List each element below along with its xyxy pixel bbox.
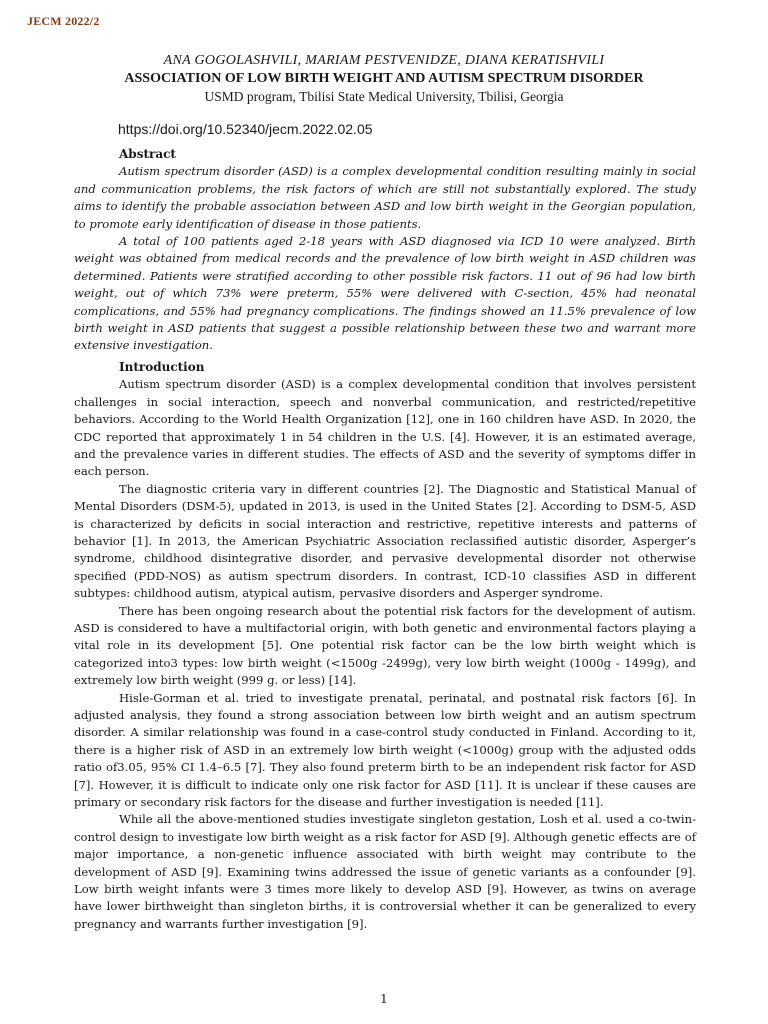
abstract-paragraph: A total of 100 patients aged 2-18 years with ASD diagnosed via ICD 10 were analyzed. Birth weight was obtained from medical records and the prevalence of low birth weight in ASD children was determined. Patients were stratified according to other possible risk factors. 11 out of 96 had low birth weight, out of which 73% were preterm, 55% were delivered with C-section, 45% had neonatal complications, and 55% had pregnancy complications. The findings showed an 11.5% prevalence of low birth weight in ASD patients that suggest a possible relationship between these two and warrant more extensive investigation. [74, 234, 696, 353]
intro-paragraph: There has been ongoing research about the potential risk factors for the development of autism. ASD is considered to have a multifactorial origin, with both genetic and environmental factors playing a vital role in its development [5]. One potential risk factor can be the low birth weight which is categorized into3 types: low birth weight (<1500g -2499g), very low birth weight (1000g - 1499g), and extremely low birth weight (999 g. or less) [14]. [74, 603, 696, 688]
body-text [74, 146, 696, 933]
introduction-heading: Introduction [119, 359, 205, 374]
intro-paragraph: Hisle-Gorman et al. tried to investigate prenatal, perinatal, and postnatal risk factors [6]. In adjusted analysis, they found a strong association between low birth weight and an autism spectrum disorder. A similar relationship was found in a case-control study conducted in Finland. According to it, there is a higher risk of ASD in an extremely low birth weight (<1000g) group with the adjusted odds ratio of3.05, 95% CI 1.4–6.5 [7]. They also found preterm birth to be an independent risk factor for ASD [7]. However, it is difficult to indicate only one risk factor for ASD [11]. It is unclear if these causes are primary or secondary risk factors for the disease and further investigation is needed [11]. [74, 690, 696, 810]
paper-header [0, 52, 768, 106]
affiliation: USMD program, Tbilisi State Medical University, Tbilisi, Georgia [204, 89, 564, 104]
intro-paragraph: Autism spectrum disorder (ASD) is a complex developmental condition that involves persistent challenges in social interaction, speech and nonverbal communication, and restricted/repetitive behaviors. According to the World Health Organization [12], one in 160 children have ASD. In 2020, the CDC reported that approximately 1 in 54 children in the U.S. [4]. However, it is an estimated average, and the prevalence varies in different studies. The effects of ASD and the severity of symptoms differ in each person. [74, 377, 696, 479]
page-number: 1 [380, 992, 388, 1006]
intro-paragraph: While all the above-mentioned studies investigate singleton gestation, Losh et al. used a co-twin-control design to investigate low birth weight as a risk factor for ASD [9]. Although genetic effects are of major importance, a non-genetic influence associated with birth weight may contribute to the development of ASD [9]. Examining twins addressed the issue of genetic variants as a confounder [9]. Low birth weight infants were 3 times more likely to develop ASD [9]. However, as twins on average have lower birthweight than singleton births, it is controversial whether it can be generalized to every pregnancy and warrants further investigation [9]. [74, 812, 696, 931]
journal-tag: JECM 2022/2 [27, 14, 100, 28]
doi-link[interactable]: https://doi.org/10.52340/jecm.2022.02.05 [118, 121, 373, 137]
intro-paragraph: The diagnostic criteria vary in different countries [2]. The Diagnostic and Statistical Manual of Mental Disorders (DSM-5), updated in 2013, is used in the United States [2]. According to DSM-5, ASD is characterized by deficits in social interaction and restrictive, repetitive interests and patterns of behavior [1]. In 2013, the American Psychiatric Association reclassified autistic disorder, Asperger’s syndrome, childhood disintegrative disorder, and pervasive developmental disorder not otherwise specified (PDD-NOS) as autism spectrum disorders. In contrast, ICD-10 classifies ASD in different subtypes: childhood autism, atypical autism, pervasive disorders and Asperger syndrome. [74, 481, 696, 601]
abstract-heading: Abstract [119, 147, 176, 161]
abstract-paragraph: Autism spectrum disorder (ASD) is a complex developmental condition resulting mainly in social and communication problems, the risk factors of which are still not substantially explored. The study aims to identify the probable association between ASD and low birth weight in the Georgian population, to promote early identification of disease in those patients. [74, 164, 696, 231]
authors: ANA GOGOLASHVILI, MARIAM PESTVENIDZE, DIANA KERATISHVILI [163, 53, 605, 68]
paper-title: ASSOCIATION OF LOW BIRTH WEIGHT AND AUTISM SPECTRUM DISORDER [124, 71, 644, 86]
